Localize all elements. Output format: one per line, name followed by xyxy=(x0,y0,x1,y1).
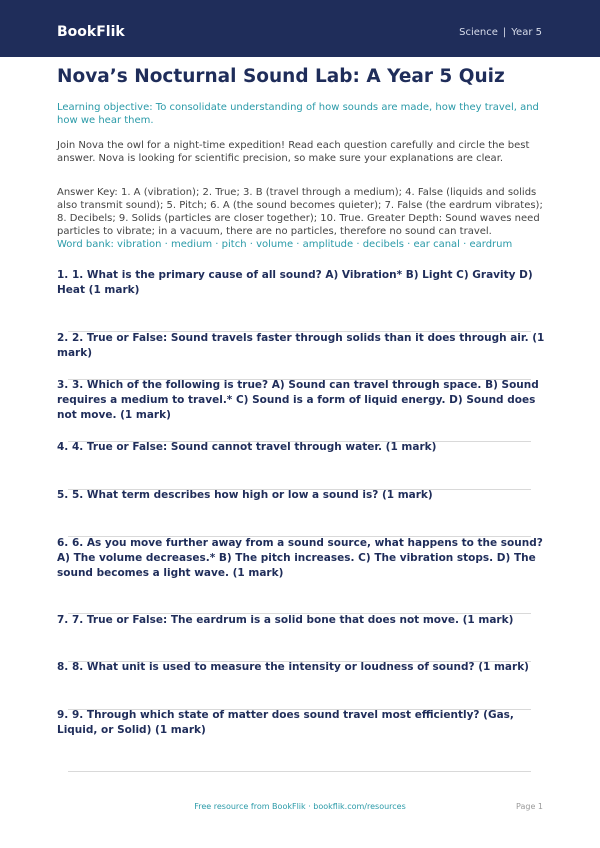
question-9: 9. 9. Through which state of matter does sound travel most efficiently? (Gas, Liquid, or Solid) (1 mark) xyxy=(57,709,514,736)
footer-resource-link[interactable]: Free resource from BookFlik · bookflik.com/resources xyxy=(194,802,406,811)
question-3: 3. 3. Which of the following is true? A) Sound can travel through space. B) Sound requires a medium to travel.* C) Sound is a form of liquid energy. D) Sound does not move. (1 mark) xyxy=(57,379,539,421)
question-7: 7. 7. True or False: The eardrum is a solid bone that does not move. (1 mark) xyxy=(57,614,514,626)
answer-line-9 xyxy=(68,771,531,772)
answer-key: Answer Key: 1. A (vibration); 2. True; 3. B (travel through a medium); 4. False (liquids and solids also transmit sound); 5. Pitch; 6. A (the sound becomes quieter); 7. False (the eardrum vibrates); 8. Decibels; 9. Solids (particles are closer together); 10. True. Greater Depth: Sound waves need particles to vibrate; in a vacuum, there are no particles, therefore no sound can travel. xyxy=(57,187,543,237)
header-meta xyxy=(459,27,542,39)
question-6: 6. 6. As you move further away from a sound source, what happens to the sound? A) The volume decreases.* B) The pitch increases. C) The vibration stops. D) The sound becomes a light wave. (1 mark) xyxy=(57,537,543,579)
brand-logo-text[interactable]: BookFlik xyxy=(57,24,125,40)
year-label: Year 5 xyxy=(511,27,542,38)
word-bank: Word bank: vibration · medium · pitch · volume · amplitude · decibels · ear canal · eardrum xyxy=(57,239,513,250)
question-5: 5. 5. What term describes how high or low a sound is? (1 mark) xyxy=(57,489,433,501)
page-number: Page 1 xyxy=(516,802,543,811)
meta-separator: | xyxy=(502,27,507,38)
question-8: 8. 8. What unit is used to measure the intensity or loudness of sound? (1 mark) xyxy=(57,661,529,673)
header-bar xyxy=(0,0,600,57)
intro-paragraph: Join Nova the owl for a night-time expedition! Read each question carefully and circle the best answer. Nova is looking for scientific precision, so make sure your explanations are clear. xyxy=(57,140,530,164)
question-2: 2. 2. True or False: Sound travels faster through solids than it does through air. (1 mark) xyxy=(57,332,545,359)
learning-objective: Learning objective: To consolidate understanding of how sounds are made, how they travel, and how we hear them. xyxy=(57,102,539,126)
question-4: 4. 4. True or False: Sound cannot travel through water. (1 mark) xyxy=(57,441,437,453)
subject-label: Science xyxy=(459,27,498,38)
question-1: 1. 1. What is the primary cause of all sound? A) Vibration* B) Light C) Gravity D) Heat (1 mark) xyxy=(57,269,533,296)
page-title: Nova’s Nocturnal Sound Lab: A Year 5 Quiz xyxy=(57,66,505,87)
